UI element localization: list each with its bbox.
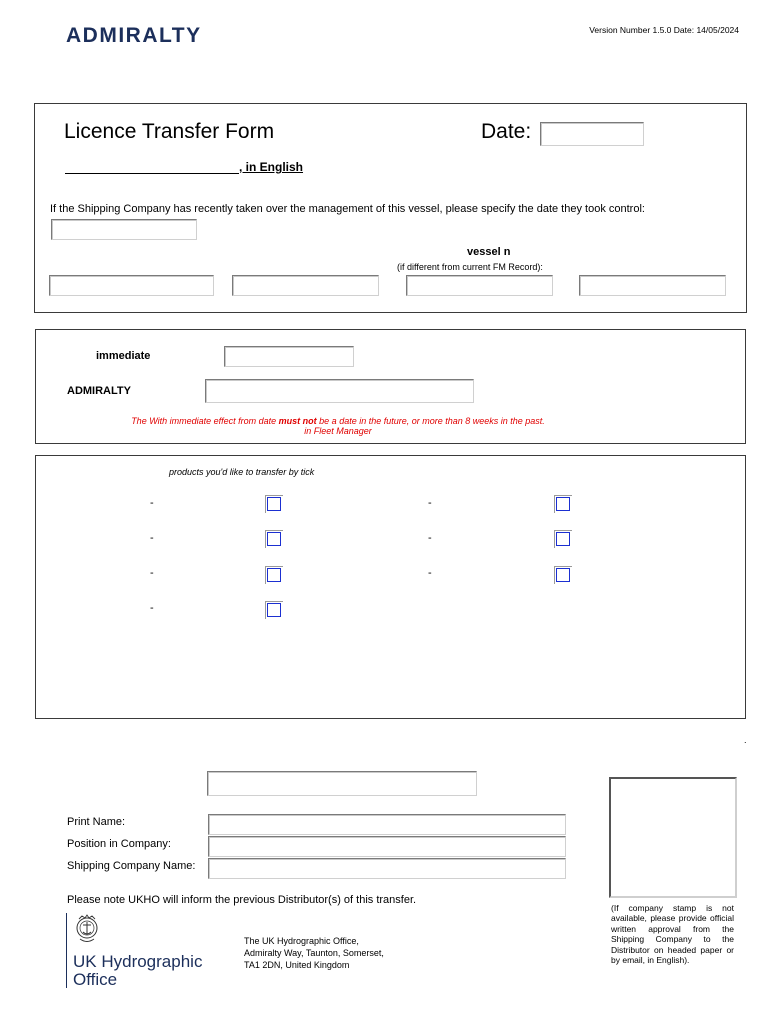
in-english-label: , in English	[239, 160, 304, 174]
admiralty-label: ADMIRALTY	[67, 385, 131, 397]
product-right-3-checkbox[interactable]	[556, 568, 570, 582]
date-field[interactable]	[540, 122, 644, 146]
date-rule-part1: The With immediate effect from date	[131, 416, 279, 426]
form-title: Licence Transfer Form	[64, 120, 275, 143]
product-left-3-checkbox[interactable]	[267, 568, 281, 582]
ukho-address	[244, 935, 384, 971]
admiralty-field[interactable]	[205, 379, 474, 403]
distributor-notice: Please note UKHO will inform the previous Distributor(s) of this transfer.	[67, 894, 417, 906]
product-left-3: -	[150, 567, 154, 579]
date-rule-note	[60, 416, 616, 436]
immediate-label: immediate	[96, 350, 151, 362]
takeover-instruction: If the Shipping Company has recently taken over the management of this vessel, please specify the date they took control:	[50, 203, 645, 215]
product-right-2-checkbox[interactable]	[556, 532, 570, 546]
vessel-field-1[interactable]	[49, 275, 214, 296]
date-rule-line2: in Fleet Manager	[304, 426, 372, 436]
product-left-2-checkbox[interactable]	[267, 532, 281, 546]
address-line-3: TA1 2DN, United Kingdom	[244, 960, 350, 970]
products-heading: products you'd like to transfer by tick	[169, 467, 315, 477]
footer-divider	[66, 913, 67, 988]
position-field[interactable]	[208, 836, 566, 857]
vessel-note: (if different from current FM Record):	[397, 262, 543, 272]
vessel-field-3[interactable]	[406, 275, 553, 296]
products-section	[35, 455, 746, 719]
company-stamp-box[interactable]	[609, 777, 737, 898]
product-right-3: -	[428, 567, 432, 579]
product-right-1-checkbox[interactable]	[556, 497, 570, 511]
print-name-field[interactable]	[208, 814, 566, 835]
ukho-crest-icon	[74, 914, 100, 948]
ukho-name-line2: Office	[73, 970, 118, 989]
company-name-field[interactable]	[208, 858, 566, 879]
ukho-name-line1: UK Hydrographic	[73, 952, 203, 971]
signature-field[interactable]	[207, 771, 477, 796]
english-underline	[65, 173, 239, 174]
vessel-label: vessel n	[467, 246, 511, 258]
product-right-1: -	[428, 497, 432, 509]
product-right-2: -	[428, 532, 432, 544]
print-name-label: Print Name:	[67, 816, 126, 828]
stray-dot: .	[744, 735, 747, 745]
immediate-date-field[interactable]	[224, 346, 354, 367]
company-name-label: Shipping Company Name:	[67, 860, 196, 872]
vessel-field-4[interactable]	[579, 275, 726, 296]
product-left-1-checkbox[interactable]	[267, 497, 281, 511]
product-left-4: -	[150, 602, 154, 614]
version-info: Version Number 1.5.0 Date: 14/05/2024	[589, 25, 739, 35]
product-left-2: -	[150, 532, 154, 544]
date-rule-bold: must not	[278, 416, 317, 426]
address-line-2: Admiralty Way, Taunton, Somerset,	[244, 948, 384, 958]
takeover-date-field[interactable]	[51, 219, 197, 240]
stamp-note: (If company stamp is not available, please provide official written approval from the Shipping Company to the Distributor on headed paper or by email, in English).	[611, 903, 734, 966]
date-label: Date:	[481, 120, 532, 143]
admiralty-logo: ADMIRALTY	[66, 24, 202, 47]
product-left-1: -	[150, 497, 154, 509]
position-label: Position in Company:	[67, 838, 171, 850]
product-left-4-checkbox[interactable]	[267, 603, 281, 617]
address-line-1: The UK Hydrographic Office,	[244, 936, 359, 946]
vessel-field-2[interactable]	[232, 275, 379, 296]
date-rule-part2: be a date in the future, or more than 8 weeks in the past.	[316, 416, 545, 426]
